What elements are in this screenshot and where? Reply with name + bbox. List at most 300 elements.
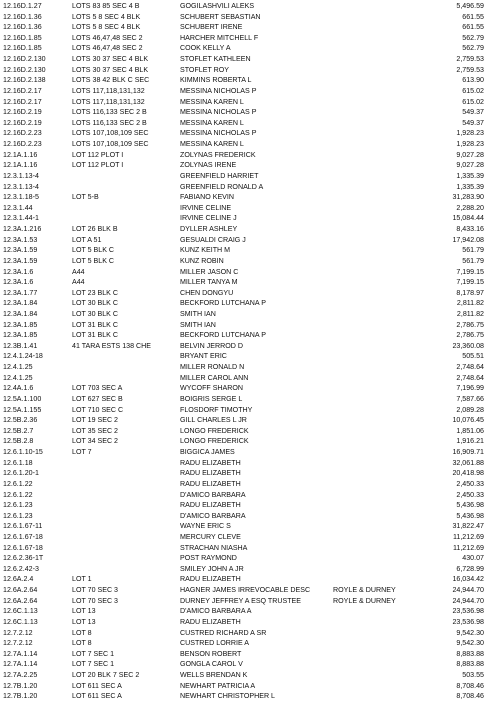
amount-due: 24,944.70: [452, 586, 484, 595]
amount-due: 1,928.23: [456, 140, 484, 149]
owner-name: GOGILASHVILI ALEKS: [180, 2, 255, 10]
amount-due: 2,089.28: [456, 405, 484, 414]
parcel-id: 12.16D.2.138: [3, 76, 46, 85]
parcel-id: 12.3A.1.85: [3, 320, 38, 329]
ledger-row: [0, 224, 488, 235]
amount-due: 615.02: [462, 97, 484, 106]
parcel-id: 12.3A.1.84: [3, 309, 38, 318]
ledger-row: [0, 681, 488, 692]
ledger-row: [0, 1, 488, 12]
amount-due: 10,076.45: [452, 416, 484, 425]
owner-name: WAYNE ERIC S: [180, 522, 231, 531]
owner-name: LONGO FREDERICK: [180, 426, 249, 435]
parcel-id: 12.7A.2.25: [3, 671, 38, 680]
ledger-row: [0, 341, 488, 352]
lot-description: LOTS 116,133 SEC 2 B: [72, 118, 147, 127]
amount-due: 7,199.15: [456, 278, 484, 287]
ledger-row: [0, 691, 488, 702]
parcel-id: 12.16D.2.17: [3, 86, 42, 95]
lot-description: 41 TARA ESTS 138 CHE: [72, 341, 151, 350]
ledger-row: [0, 659, 488, 670]
ledger-row: [0, 12, 488, 23]
amount-due: 15,084.44: [452, 214, 484, 223]
owner-name: RADU ELIZABETH: [180, 469, 241, 478]
care-of-name: ROYLE & DURNEY: [333, 586, 396, 595]
lot-description: LOT 7 SEC 1: [72, 649, 115, 658]
parcel-id: 12.3A.1.6: [3, 267, 34, 276]
parcel-id: 12.4.1.25: [3, 363, 33, 372]
lot-description: LOT 112 PLOT I: [72, 161, 124, 170]
owner-name: MESSINA KAREN L: [180, 97, 244, 106]
ledger-row: [0, 553, 488, 564]
amount-due: 2,450.33: [456, 479, 484, 488]
parcel-id: 12.5B.2.36: [3, 416, 38, 425]
ledger-row: [0, 638, 488, 649]
owner-name: KIMMINS ROBERTA L: [180, 76, 252, 85]
owner-name: RADU ELIZABETH: [180, 458, 241, 467]
ledger-row: [0, 256, 488, 267]
ledger-row: [0, 649, 488, 660]
amount-due: 561.79: [462, 246, 484, 255]
owner-name: FABIANO KEVIN: [180, 193, 235, 202]
lot-description: LOT 26 BLK B: [72, 225, 118, 234]
amount-due: 9,542.30: [456, 639, 484, 648]
lot-description: LOT 627 SEC B: [72, 394, 123, 403]
owner-name: DYLLER ASHLEY: [180, 225, 238, 234]
ledger-row: [0, 75, 488, 86]
lot-description: LOT 20 BLK 7 SEC 2: [72, 671, 140, 680]
amount-due: 17,942.08: [452, 235, 484, 244]
ledger-row: [0, 585, 488, 596]
ledger-row: [0, 383, 488, 394]
owner-name: MESSINA KAREN L: [180, 118, 244, 127]
parcel-id: 12.6A.2.64: [3, 596, 38, 605]
owner-name: ZOLYNAS FREDERICK: [180, 150, 256, 159]
owner-name: D'AMICO BARBARA A: [180, 607, 252, 616]
amount-due: 7,196.99: [456, 384, 484, 393]
ledger-row: [0, 490, 488, 501]
amount-due: 562.79: [462, 44, 484, 53]
lot-description: LOTS 46,47,48 SEC 2: [72, 33, 143, 42]
lot-description: LOT 8: [72, 628, 92, 637]
lot-description: LOT 5 BLK C: [72, 246, 115, 255]
ledger-row: [0, 160, 488, 171]
lot-description: LOT 35 SEC 2: [72, 426, 119, 435]
parcel-id: 12.6.1.18: [3, 458, 33, 467]
owner-name: SCHUBERT SEBASTIAN: [180, 12, 261, 21]
parcel-id: 12.5A.1.100: [3, 394, 42, 403]
owner-name: WELLS BRENDAN K: [180, 671, 248, 680]
parcel-id: 12.16D.2.23: [3, 129, 42, 138]
lot-description: LOT 611 SEC A: [72, 681, 122, 690]
parcel-id: 12.3A.1.216: [3, 225, 42, 234]
lot-description: LOTS 30 37 SEC 4 BLK: [72, 65, 149, 74]
owner-name: MILLER TANYA M: [180, 278, 238, 287]
lot-description: LOT 1: [72, 575, 92, 584]
amount-due: 2,811.82: [456, 309, 484, 318]
lot-description: LOTS 117,118,131,132: [72, 86, 145, 95]
parcel-id: 12.5B.2.8: [3, 437, 34, 446]
owner-name: CUSTRED RICHARD A SR: [180, 628, 267, 637]
parcel-id: 12.6.1.22: [3, 479, 33, 488]
owner-name: MESSINA NICHOLAS P: [180, 108, 257, 117]
ledger-row: [0, 288, 488, 299]
parcel-id: 12.6.1.20-1: [3, 469, 39, 478]
parcel-id: 12.3.1.13-4: [3, 171, 39, 180]
ledger-row: [0, 86, 488, 97]
owner-name: D'AMICO BARBARA: [180, 511, 246, 520]
ledger-row: [0, 426, 488, 437]
parcel-id: 12.6.1.10-15: [3, 448, 43, 457]
ledger-row: [0, 171, 488, 182]
owner-name: RADU ELIZABETH: [180, 479, 241, 488]
parcel-id: 12.16D.1.85: [3, 33, 42, 42]
ledger-row: [0, 458, 488, 469]
owner-name: RADU ELIZABETH: [180, 617, 241, 626]
owner-name: CHEN DONGYU: [180, 288, 234, 297]
lot-description: LOT 34 SEC 2: [72, 437, 119, 446]
ledger-row: [0, 203, 488, 214]
ledger-row: [0, 309, 488, 320]
owner-name: MESSINA NICHOLAS P: [180, 129, 257, 138]
owner-name: GREENFIELD HARRIET: [180, 171, 259, 180]
owner-name: MESSINA NICHOLAS P: [180, 86, 257, 95]
ledger-row: [0, 617, 488, 628]
amount-due: 503.55: [462, 671, 484, 680]
owner-name: GESUALDI CRAIG J: [180, 235, 246, 244]
parcel-id: 12.3A.1.85: [3, 331, 38, 340]
amount-due: 9,027.28: [456, 150, 484, 159]
parcel-id: 12.7A.1.14: [3, 649, 38, 658]
ledger-row: [0, 596, 488, 607]
parcel-id: 12.6.2.36-1T: [3, 554, 44, 563]
amount-due: 1,928.23: [456, 129, 484, 138]
owner-name: BECKFORD LUTCHANA P: [180, 299, 266, 308]
lot-description: LOT 23 BLK C: [72, 288, 119, 297]
parcel-id: 12.16D.1.27: [3, 2, 42, 10]
ledger-row: [0, 394, 488, 405]
owner-name: BELVIN JERROD D: [180, 341, 243, 350]
amount-due: 661.55: [462, 23, 484, 32]
amount-due: 661.55: [462, 12, 484, 21]
ledger-row: [0, 213, 488, 224]
lot-description: LOTS 5 8 SEC 4 BLK: [72, 23, 141, 32]
parcel-id: 12.7B.1.20: [3, 692, 38, 701]
lot-description: LOT 5 BLK C: [72, 256, 115, 265]
owner-name: RADU ELIZABETH: [180, 575, 241, 584]
amount-due: 23,536.98: [452, 617, 484, 626]
owner-name: POST RAYMOND: [180, 554, 237, 563]
parcel-id: 12.16D.1.36: [3, 23, 42, 32]
parcel-id: 12.6.2.42-3: [3, 564, 39, 573]
ledger-row: [0, 500, 488, 511]
ledger-row: [0, 235, 488, 246]
amount-due: 613.90: [462, 76, 484, 85]
owner-name: CUSTRED LORRIE A: [180, 639, 249, 648]
lot-description: LOT 611 SEC A: [72, 692, 122, 701]
amount-due: 31,283.90: [452, 193, 484, 202]
ledger-row: [0, 192, 488, 203]
owner-name: GREENFIELD RONALD A: [180, 182, 264, 191]
lot-description: LOTS 30 37 SEC 4 BLK: [72, 55, 149, 64]
parcel-id: 12.3.1.44: [3, 203, 33, 212]
owner-name: FLOSDORF TIMOTHY: [180, 405, 253, 414]
owner-name: HARCHER MITCHELL F: [180, 33, 259, 42]
owner-name: MILLER CAROL ANN: [180, 373, 249, 382]
amount-due: 5,436.98: [456, 501, 484, 510]
ledger-row: [0, 351, 488, 362]
amount-due: 2,811.82: [456, 299, 484, 308]
ledger-row: [0, 362, 488, 373]
owner-name: STOFLET KATHLEEN: [180, 55, 251, 64]
ledger-row: [0, 574, 488, 585]
parcel-id: 12.16D.2.130: [3, 55, 46, 64]
ledger-row: [0, 447, 488, 458]
owner-name: MILLER RONALD N: [180, 363, 245, 372]
amount-due: 549.37: [462, 108, 484, 117]
ledger-row: [0, 405, 488, 416]
amount-due: 20,418.98: [452, 469, 484, 478]
amount-due: 23,360.08: [452, 341, 484, 350]
parcel-id: 12.6.1.67-18: [3, 543, 43, 552]
ledger-row: [0, 373, 488, 384]
owner-name: LONGO FREDERICK: [180, 437, 249, 446]
amount-due: 31,822.47: [452, 522, 484, 531]
amount-due: 8,883.88: [456, 649, 484, 658]
lot-description: LOTS 107,108,109 SEC: [72, 140, 149, 149]
amount-due: 505.51: [462, 352, 484, 361]
ledger-row: [0, 532, 488, 543]
amount-due: 2,748.64: [456, 363, 484, 372]
parcel-id: 12.4.1.24-18: [3, 352, 43, 361]
ledger-row: [0, 118, 488, 129]
parcel-id: 12.3A.1.59: [3, 256, 38, 265]
owner-name: HAGNER JAMES IRREVOCABLE DESC: [180, 586, 310, 595]
lot-description: A44: [72, 278, 85, 287]
parcel-id: 12.6.1.23: [3, 511, 33, 520]
owner-name: BECKFORD LUTCHANA P: [180, 331, 266, 340]
lot-description: LOT A 51: [72, 235, 102, 244]
ledger-row: [0, 128, 488, 139]
parcel-id: 12.6.1.67-11: [3, 522, 43, 531]
amount-due: 549.37: [462, 118, 484, 127]
parcel-id: 12.6C.1.13: [3, 617, 38, 626]
amount-due: 615.02: [462, 86, 484, 95]
owner-name: DURNEY JEFFREY A ESQ TRUSTEE: [180, 596, 302, 605]
parcel-id: 12.3A.1.53: [3, 235, 38, 244]
lot-description: LOT 70 SEC 3: [72, 586, 119, 595]
owner-name: WYCOFF SHARON: [180, 384, 244, 393]
lot-description: LOT 8: [72, 639, 92, 648]
owner-name: MESSINA KAREN L: [180, 140, 244, 149]
owner-name: KUNZ KEITH M: [180, 246, 231, 255]
amount-due: 2,288.20: [456, 203, 484, 212]
owner-name: MILLER JASON C: [180, 267, 239, 276]
amount-due: 5,436.98: [456, 511, 484, 520]
amount-due: 561.79: [462, 256, 484, 265]
amount-due: 9,027.28: [456, 161, 484, 170]
lot-description: LOT 13: [72, 617, 96, 626]
amount-due: 23,536.98: [452, 607, 484, 616]
owner-name: IRVINE CELINE J: [180, 214, 237, 223]
parcel-id: 12.16D.2.23: [3, 140, 42, 149]
parcel-id: 12.16D.2.17: [3, 97, 42, 106]
owner-name: NEWHART CHRISTOPHER L: [180, 692, 275, 701]
amount-due: 8,708.46: [456, 692, 484, 701]
ledger-row: [0, 436, 488, 447]
parcel-id: 12.6.1.22: [3, 490, 33, 499]
owner-name: MERCURY CLEVE: [180, 533, 241, 541]
amount-due: 8,178.97: [456, 288, 484, 297]
amount-due: 9,542.30: [456, 628, 484, 637]
ledger-row: [0, 564, 488, 575]
amount-due: 8,883.88: [456, 660, 484, 669]
owner-name: COOK KELLY A: [180, 44, 231, 53]
ledger-row: [0, 521, 488, 532]
parcel-id: 12.6A.2.64: [3, 586, 38, 595]
lot-description: LOTS 116,133 SEC 2 B: [72, 108, 147, 117]
lot-description: LOT 31 BLK C: [72, 331, 119, 340]
parcel-id: 12.1A.1.16: [3, 150, 38, 159]
parcel-id: 12.3A.1.77: [3, 288, 38, 297]
care-of-name: ROYLE & DURNEY: [333, 596, 396, 605]
amount-due: 24,944.70: [452, 596, 484, 605]
parcel-id: 12.3A.1.84: [3, 299, 38, 308]
parcel-id: 12.4.1.25: [3, 373, 33, 382]
lot-description: LOT 710 SEC C: [72, 405, 124, 414]
parcel-id: 12.6A.2.4: [3, 575, 34, 584]
lot-description: LOT 7: [72, 448, 92, 457]
lot-description: LOTS 5 8 SEC 4 BLK: [72, 12, 141, 21]
ledger-row: [0, 182, 488, 193]
ledger-row: [0, 543, 488, 554]
parcel-id: 12.3.1.13-4: [3, 182, 39, 191]
ledger-row: [0, 415, 488, 426]
amount-due: 2,786.75: [456, 331, 484, 340]
ledger-row: [0, 65, 488, 76]
lot-description: LOT 13: [72, 607, 96, 616]
parcel-id: 12.7B.1.20: [3, 681, 38, 690]
owner-name: NEWHART PATRICIA A: [180, 681, 256, 690]
amount-due: 11,212.69: [452, 543, 484, 552]
owner-name: KUNZ ROBIN: [180, 256, 224, 265]
owner-name: D'AMICO BARBARA: [180, 490, 246, 499]
parcel-id: 12.7.2.12: [3, 639, 33, 648]
parcel-id: 12.6.1.23: [3, 501, 33, 510]
amount-due: 2,450.33: [456, 490, 484, 499]
parcel-id: 12.16D.2.130: [3, 65, 46, 74]
lot-description: LOTS 107,108,109 SEC: [72, 129, 149, 138]
amount-due: 6,728.99: [456, 564, 484, 573]
parcel-id: 12.4A.1.6: [3, 384, 34, 393]
amount-due: 1,851.06: [456, 426, 484, 435]
ledger-row: [0, 670, 488, 681]
owner-name: RADU ELIZABETH: [180, 501, 241, 510]
parcel-id: 12.3.1.44-1: [3, 214, 39, 223]
amount-due: 1,335.39: [456, 182, 484, 191]
owner-name: SMITH IAN: [180, 320, 216, 329]
ledger-row: [0, 150, 488, 161]
ledger-row: [0, 54, 488, 65]
ledger-row: [0, 320, 488, 331]
parcel-id: 12.5A.1.155: [3, 405, 42, 414]
owner-name: IRVINE CELINE: [180, 203, 232, 212]
amount-due: 8,433.16: [456, 225, 484, 234]
ledger-row: [0, 277, 488, 288]
ledger-row: [0, 139, 488, 150]
parcel-id: 12.6.1.67-18: [3, 533, 43, 541]
parcel-id: 12.3B.1.41: [3, 341, 38, 350]
amount-due: 562.79: [462, 33, 484, 42]
ledger-row: [0, 330, 488, 341]
lot-description: LOTS 46,47,48 SEC 2: [72, 44, 143, 53]
amount-due: 5,496.59: [456, 2, 484, 10]
lot-description: LOT 5-B: [72, 193, 99, 202]
lot-description: LOT 703 SEC A: [72, 384, 123, 393]
amount-due: 11,212.69: [452, 533, 484, 541]
lot-description: LOT 7 SEC 1: [72, 660, 115, 669]
owner-name: SMITH IAN: [180, 309, 216, 318]
amount-due: 7,199.15: [456, 267, 484, 276]
ledger-row: [0, 479, 488, 490]
amount-due: 7,587.66: [456, 394, 484, 403]
ledger-row: [0, 298, 488, 309]
parcel-id: 12.3.1.18-5: [3, 193, 39, 202]
lot-description: A44: [72, 267, 85, 276]
lot-description: LOT 30 BLK C: [72, 299, 119, 308]
lot-description: LOTS 83 85 SEC 4 B: [72, 2, 140, 10]
parcel-id: 12.3A.1.59: [3, 246, 38, 255]
amount-due: 2,748.64: [456, 373, 484, 382]
amount-due: 16,909.71: [452, 448, 484, 457]
ledger-row: [0, 468, 488, 479]
owner-name: BENSON ROBERT: [180, 649, 242, 658]
ledger-row: [0, 267, 488, 278]
owner-name: STRACHAN NIASHA: [180, 543, 248, 552]
ledger-row: [0, 97, 488, 108]
amount-due: 8,708.46: [456, 681, 484, 690]
parcel-id: 12.6C.1.13: [3, 607, 38, 616]
amount-due: 1,916.21: [456, 437, 484, 446]
parcel-id: 12.3A.1.6: [3, 278, 34, 287]
amount-due: 32,061.88: [452, 458, 484, 467]
lot-description: LOT 31 BLK C: [72, 320, 119, 329]
ledger-row: [0, 43, 488, 54]
ledger-row: [0, 22, 488, 33]
lot-description: LOT 70 SEC 3: [72, 596, 119, 605]
parcel-id: 12.7.2.12: [3, 628, 33, 637]
parcel-id: 12.16D.2.19: [3, 108, 42, 117]
parcel-id: 12.7A.1.14: [3, 660, 38, 669]
amount-due: 1,335.39: [456, 171, 484, 180]
ledger-row: [0, 606, 488, 617]
parcel-id: 12.16D.1.36: [3, 12, 42, 21]
lot-description: LOTS 117,118,131,132: [72, 97, 145, 106]
owner-name: SMILEY JOHN A JR: [180, 564, 244, 573]
lot-description: LOT 112 PLOT I: [72, 150, 124, 159]
parcel-id: 12.1A.1.16: [3, 161, 38, 170]
ledger-row: [0, 245, 488, 256]
amount-due: 2,759.53: [456, 65, 484, 74]
owner-name: GONGLA CAROL V: [180, 660, 243, 669]
lot-description: LOT 19 SEC 2: [72, 416, 119, 425]
parcel-id: 12.5B.2.7: [3, 426, 34, 435]
owner-name: STOFLET ROY: [180, 65, 230, 74]
ledger-row: [0, 107, 488, 118]
amount-due: 2,759.53: [456, 55, 484, 64]
amount-due: 16,034.42: [452, 575, 484, 584]
parcel-id: 12.16D.2.19: [3, 118, 42, 127]
